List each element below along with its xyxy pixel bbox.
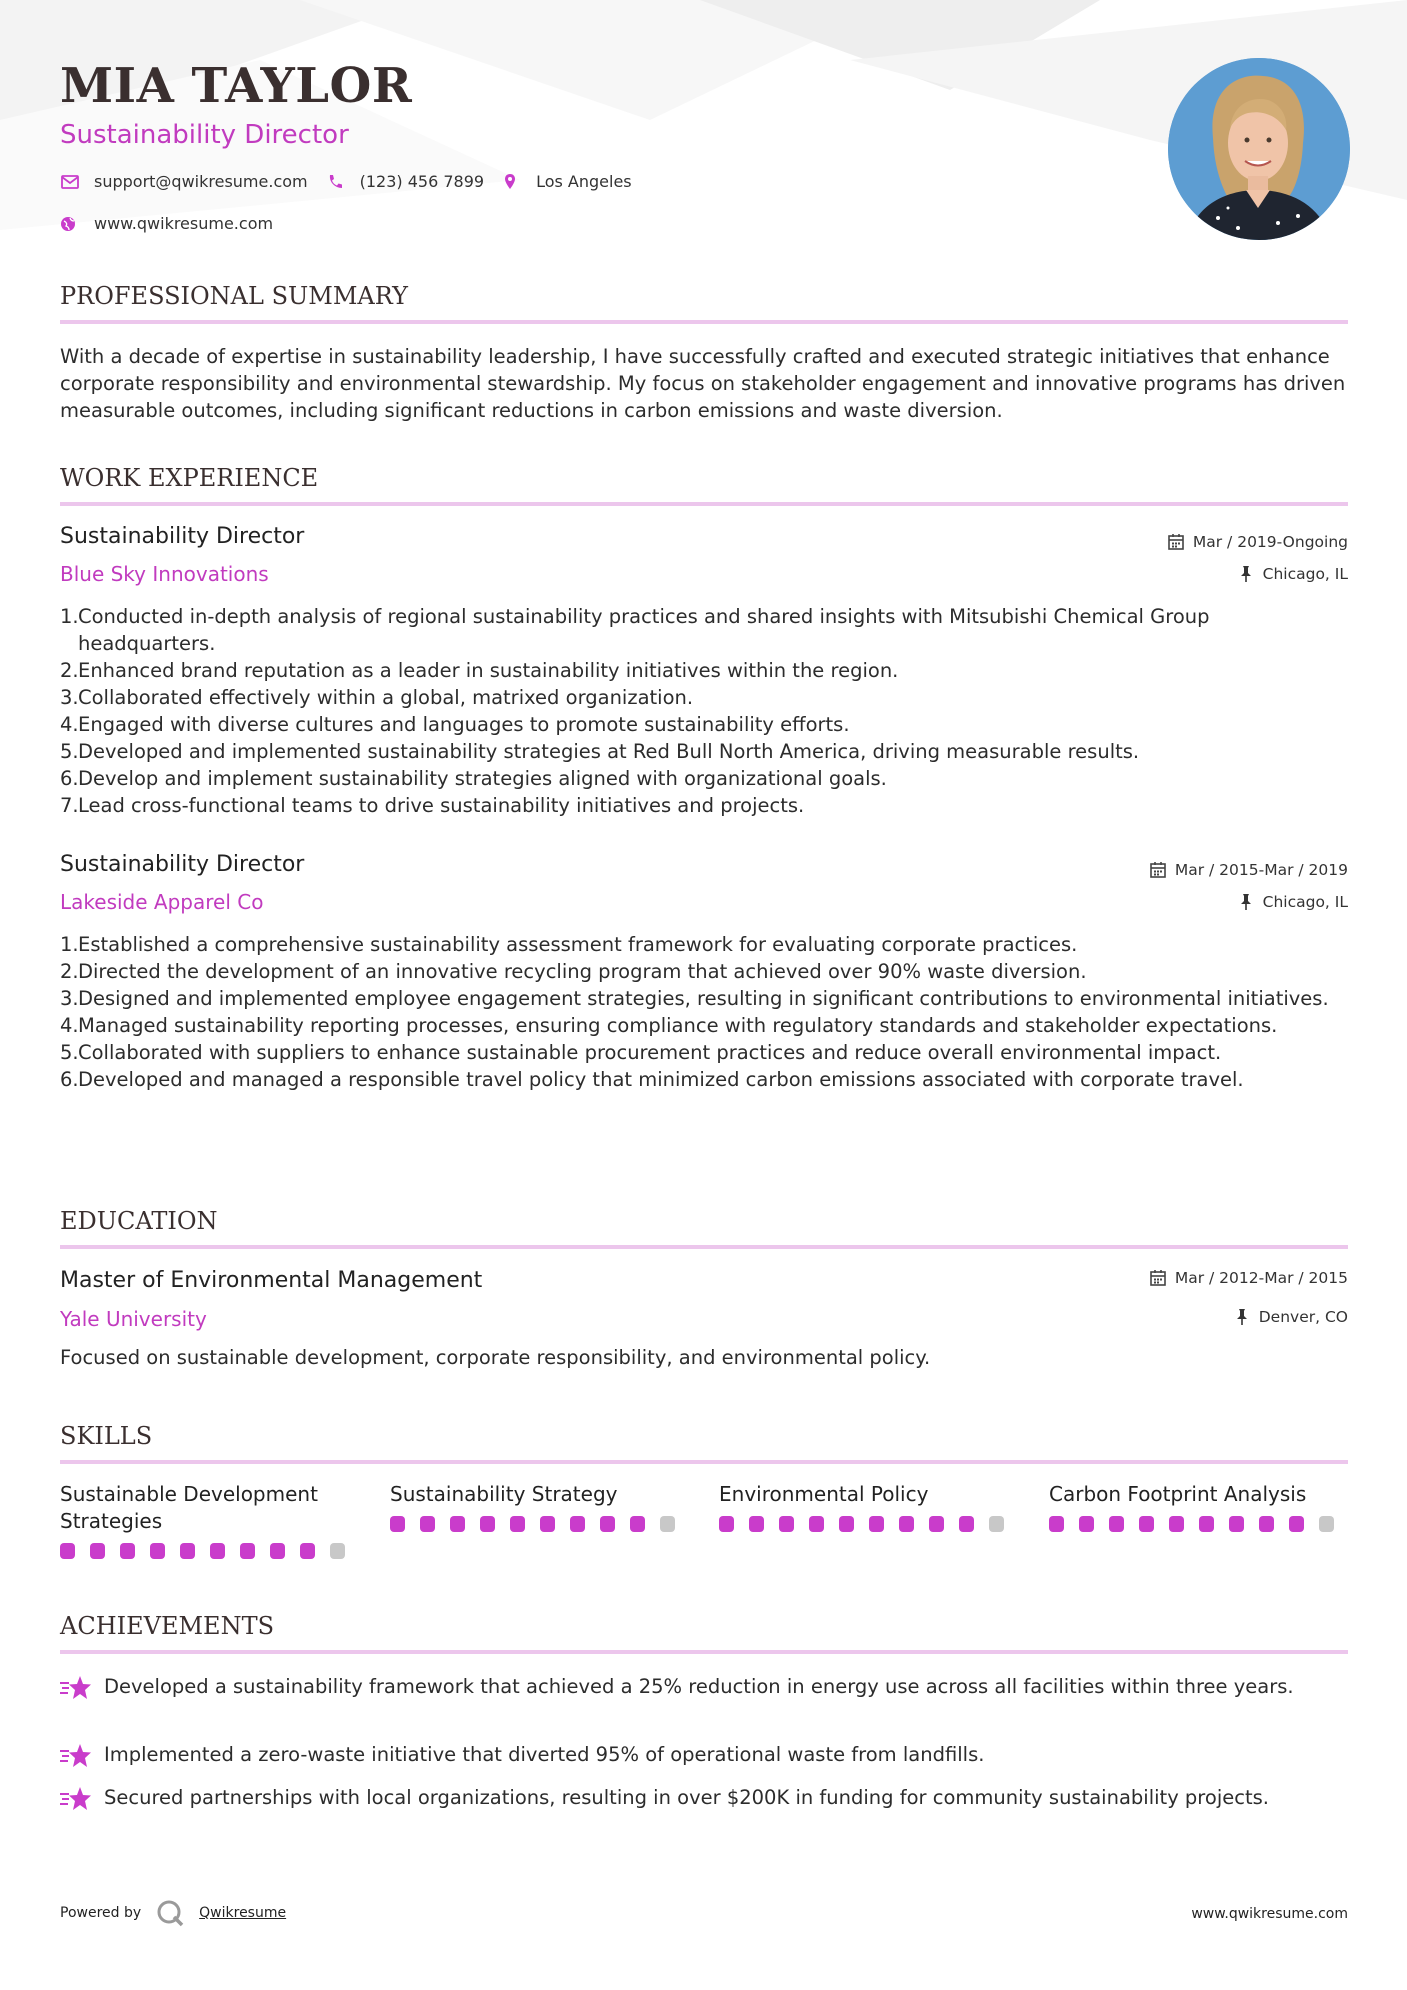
rating-dot-empty [330,1543,345,1559]
contact-row [60,172,650,191]
rating-dot-filled [480,1516,495,1532]
rating-dot-filled [150,1543,165,1559]
rating-dot-filled [420,1516,435,1532]
job-location [1237,565,1348,583]
rating-dot-filled [1049,1516,1064,1532]
star-icon [60,1743,92,1769]
rating-dot-filled [809,1516,824,1532]
brand-link[interactable]: Qwikresume [199,1905,287,1921]
duty-text: Develop and implement sustainability strategies aligned with organizational goals. [78,767,887,790]
rating-dot-filled [959,1516,974,1532]
star-icon [60,1786,92,1812]
skill-rating [1049,1516,1349,1532]
map-pin-icon [502,173,524,191]
pin-icon [1237,565,1255,583]
degree-title: Master of Environmental Management [60,1268,483,1293]
education-heading: EDUCATION [60,1207,1348,1249]
education-location [1233,1308,1348,1326]
rating-dot-filled [180,1543,195,1559]
duty-text: Engaged with diverse cultures and languages to promote sustainability efforts. [78,713,850,736]
education-dates [1149,1269,1348,1287]
pin-icon [1237,893,1255,911]
skill-name: Sustainability Strategy [390,1482,618,1506]
rating-dot-filled [60,1543,75,1559]
footer-website[interactable]: www.qwikresume.com [1191,1906,1348,1922]
experience-heading: WORK EXPERIENCE [60,464,1348,506]
job-dates-text: Mar / 2019-Ongoing [1192,533,1348,551]
skill-name: Sustainable Development Strategies [60,1482,318,1533]
rating-dot-filled [390,1516,405,1532]
duty-text: Managed sustainability reporting processes, ensuring compliance with regulatory standards and stakeholder expectations. [78,1014,1278,1037]
list-item: 1. Conducted in-depth analysis of regional sustainability practices and shared insights with Mitsubishi Chemical Group headquarters. [60,603,1348,657]
job-duties-list [60,931,1348,1093]
duty-text: Collaborated with suppliers to enhance sustainable procurement practices and reduce overall environmental impact. [78,1041,1222,1064]
rating-dot-filled [450,1516,465,1532]
rating-dot-filled [1199,1516,1214,1532]
job-location-text: Chicago, IL [1262,893,1348,911]
list-item: 4. Managed sustainability reporting processes, ensuring compliance with regulatory standards and stakeholder expectations. [60,1014,1278,1037]
list-item: 6. Develop and implement sustainability strategies aligned with organizational goals. [60,767,887,790]
list-item: 5. Developed and implemented sustainability strategies at Red Bull North America, driving measurable results. [60,740,1140,763]
job-company: Blue Sky Innovations [60,562,269,586]
job-title: Sustainability Director [60,524,305,549]
pin-icon [1233,1308,1251,1326]
calendar-icon [1149,1269,1167,1287]
rating-dot-filled [300,1543,315,1559]
website-row [60,214,291,233]
rating-dot-filled [240,1543,255,1559]
skill-name: Environmental Policy [719,1482,929,1506]
profile-photo-illustration [1168,58,1350,240]
education-dates-text: Mar / 2012-Mar / 2015 [1174,1269,1348,1287]
footer-powered-by [60,1898,286,1928]
qwikresume-logo-icon [155,1898,185,1928]
rating-dot-filled [1259,1516,1274,1532]
summary-heading: PROFESSIONAL SUMMARY [60,282,1348,324]
achievement-item [60,1673,1348,1701]
rating-dot-filled [1169,1516,1184,1532]
globe-icon [60,215,82,233]
list-item: 3. Collaborated effectively within a global, matrixed organization. [60,686,694,709]
skill-rating [60,1543,360,1559]
list-item: 4. Engaged with diverse cultures and languages to promote sustainability efforts. [60,713,850,736]
education-description: Focused on sustainable development, corporate responsibility, and environmental policy. [60,1346,931,1369]
rating-dot-filled [929,1516,944,1532]
skill-rating [390,1516,690,1532]
email-item[interactable] [60,172,308,191]
duty-text: Conducted in-depth analysis of regional sustainability practices and shared insights with Mitsubishi Chemical Group headquarters. [78,605,1210,655]
job-duties-list [60,603,1348,819]
duty-text: Collaborated effectively within a global, matrixed organization. [78,686,694,709]
achievement-text: Developed a sustainability framework that achieved a 25% reduction in energy use across all facilities within three years. [104,1675,1294,1698]
rating-dot-filled [719,1516,734,1532]
list-item: 2. Enhanced brand reputation as a leader in sustainability initiatives within the region. [60,659,899,682]
skill-name: Carbon Footprint Analysis [1049,1482,1307,1506]
calendar-icon [1167,533,1185,551]
rating-dot-filled [120,1543,135,1559]
location-item [502,172,632,191]
achievement-item [60,1784,1348,1812]
summary-text: With a decade of expertise in sustainability leadership, I have successfully crafted and executed strategic initiatives that enhance corporate responsibility and environmental stewardship. My focus on stakeholder engagement and innovative programs has driven measurable outcomes, including significant reductions in carbon emissions and waste diversion. [60,345,1346,422]
duty-text: Enhanced brand reputation as a leader in sustainability initiatives within the region. [78,659,899,682]
rating-dot-filled [839,1516,854,1532]
job-dates [1167,533,1348,551]
duty-text: Lead cross-functional teams to drive sustainability initiatives and projects. [78,794,805,817]
achievement-text: Secured partnerships with local organizations, resulting in over $200K in funding for community sustainability projects. [104,1786,1269,1809]
candidate-title: Sustainability Director [60,120,349,150]
job-dates-text: Mar / 2015-Mar / 2019 [1174,861,1348,879]
rating-dot-filled [1139,1516,1154,1532]
achievement-text: Implemented a zero-waste initiative that diverted 95% of operational waste from landfills. [104,1743,985,1766]
rating-dot-filled [210,1543,225,1559]
skill-item [1049,1481,1349,1532]
list-item: 7. Lead cross-functional teams to drive sustainability initiatives and projects. [60,794,805,817]
job-location [1237,893,1348,911]
phone-icon [326,173,348,191]
achievement-item [60,1741,1348,1769]
skills-heading: SKILLS [60,1422,1348,1464]
list-item: 6. Developed and managed a responsible travel policy that minimized carbon emissions associated with corporate travel. [60,1068,1244,1091]
rating-dot-filled [540,1516,555,1532]
website-item[interactable] [60,214,273,233]
phone-text: (123) 456 7899 [359,172,485,191]
duty-text: Developed and implemented sustainability strategies at Red Bull North America, driving measurable results. [78,740,1140,763]
profile-photo [1168,58,1350,240]
star-icon [60,1675,92,1701]
rating-dot-empty [660,1516,675,1532]
job-title: Sustainability Director [60,852,305,877]
rating-dot-filled [1109,1516,1124,1532]
skill-item [390,1481,690,1532]
rating-dot-filled [570,1516,585,1532]
phone-item[interactable] [326,172,484,191]
envelope-icon [60,173,82,191]
website-text: www.qwikresume.com [94,214,274,233]
rating-dot-filled [600,1516,615,1532]
calendar-icon [1149,861,1167,879]
duty-text: Developed and managed a responsible travel policy that minimized carbon emissions associated with corporate travel. [78,1068,1244,1091]
job-dates [1149,861,1348,879]
education-location-text: Denver, CO [1258,1308,1348,1326]
achievements-heading: ACHIEVEMENTS [60,1612,1348,1654]
rating-dot-filled [1229,1516,1244,1532]
rating-dot-filled [90,1543,105,1559]
rating-dot-filled [1079,1516,1094,1532]
rating-dot-empty [1319,1516,1334,1532]
skill-item [719,1481,1019,1532]
rating-dot-filled [749,1516,764,1532]
duty-text: Directed the development of an innovative recycling program that achieved over 90% waste diversion. [78,960,1087,983]
candidate-name: MIA TAYLOR [60,58,413,114]
location-text: Los Angeles [536,172,632,191]
skill-rating [719,1516,1019,1532]
job-location-text: Chicago, IL [1262,565,1348,583]
job-company: Lakeside Apparel Co [60,890,264,914]
list-item: 1. Established a comprehensive sustainability assessment framework for evaluating corporate practices. [60,933,1078,956]
rating-dot-empty [989,1516,1004,1532]
duty-text: Designed and implemented employee engagement strategies, resulting in significant contributions to environmental initiatives. [78,987,1329,1010]
rating-dot-filled [899,1516,914,1532]
rating-dot-filled [270,1543,285,1559]
duty-text: Established a comprehensive sustainability assessment framework for evaluating corporate practices. [78,933,1078,956]
school-name: Yale University [60,1307,207,1331]
rating-dot-filled [779,1516,794,1532]
rating-dot-filled [510,1516,525,1532]
skill-item [60,1481,360,1559]
rating-dot-filled [869,1516,884,1532]
powered-by-label: Powered by [60,1905,142,1921]
rating-dot-filled [1289,1516,1304,1532]
rating-dot-filled [630,1516,645,1532]
list-item: 2. Directed the development of an innovative recycling program that achieved over 90% waste diversion. [60,960,1087,983]
list-item: 5. Collaborated with suppliers to enhance sustainable procurement practices and reduce overall environmental impact. [60,1041,1222,1064]
list-item: 3. Designed and implemented employee engagement strategies, resulting in significant contributions to environmental initiatives. [60,987,1329,1010]
email-text: support@qwikresume.com [94,172,308,191]
